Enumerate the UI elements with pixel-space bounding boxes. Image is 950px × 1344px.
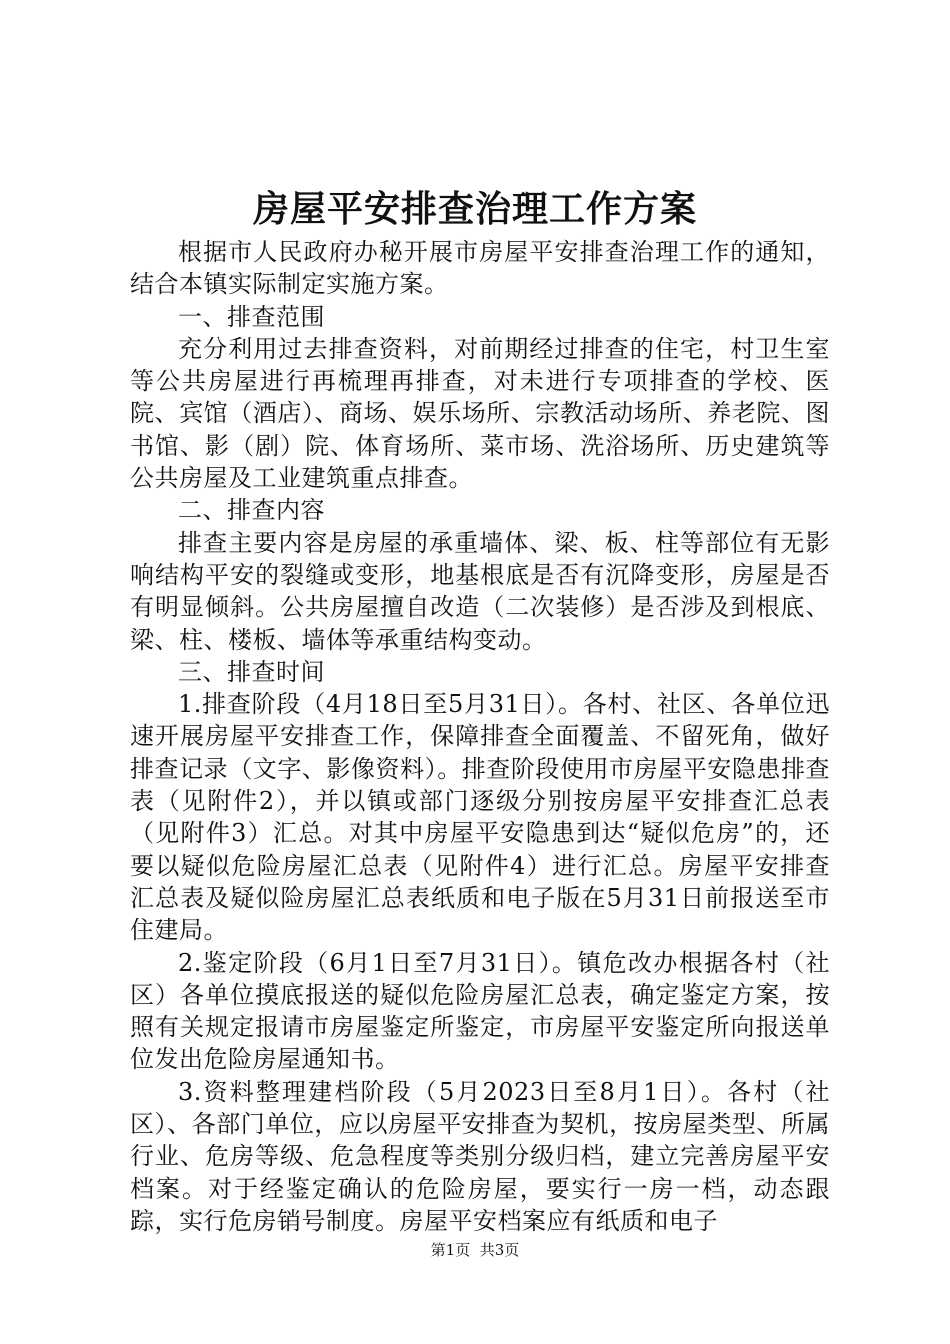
page-number: 第1页 <box>430 1241 471 1259</box>
document-title: 房屋平安排查治理工作方案 <box>252 188 697 230</box>
page-total: 共3页 <box>479 1241 520 1259</box>
time-paragraph-archiving: 3.资料整理建档阶段（5月2023日至8月1日）。各村（社区）、各部门单位，应以房屋平安排查为契机，按房屋类型、所属行业、危房等级、危急程度等类别分级归档，建立完善房屋平安档案。对于经鉴定确认的危险房屋，要实行一房一档，动态跟踪，实行危房销号制度。房屋平安档案应有纸质和电子 <box>130 1077 830 1235</box>
time-paragraph-appraisal: 2.鉴定阶段（6月1日至7月31日）。镇危改办根据各村（社区）各单位摸底报送的疑似危险房屋汇总表，确定鉴定方案，按照有关规定报请市房屋鉴定所鉴定，市房屋平安鉴定所向报送单位发出危险房屋通知书。 <box>130 948 830 1074</box>
page-footer <box>0 1240 950 1260</box>
scope-paragraph: 充分利用过去排查资料，对前期经过排查的住宅，村卫生室等公共房屋进行再梳理再排查，对未进行专项排查的学校、医院、宾馆（酒店）、商场、娱乐场所、宗教活动场所、养老院、图书馆、影（剧）院、体育场所、菜市场、洗浴场所、历史建筑等公共房屋及工业建筑重点排查。 <box>130 334 830 493</box>
intro-paragraph: 根据市人民政府办秘开展市房屋平安排查治理工作的通知，结合本镇实际制定实施方案。 <box>130 238 830 299</box>
section-heading-content: 二、排查内容 <box>178 496 325 525</box>
section-heading-scope: 一、排查范围 <box>178 302 325 331</box>
section-heading-time: 三、排查时间 <box>178 657 325 686</box>
content-paragraph: 排查主要内容是房屋的承重墙体、梁、板、柱等部位有无影响结构平安的裂缝或变形，地基根底是否有沉降变形，房屋是否有明显倾斜。公共房屋擅自改造（二次装修）是否涉及到根底、梁、柱、楼板、墙体等承重结构变动。 <box>130 528 830 654</box>
document-body <box>130 236 830 1237</box>
time-paragraph-investigation: 1.排查阶段（4月18日至5月31日）。各村、社区、各单位迅速开展房屋平安排查工作，保障排查全面覆盖、不留死角，做好排查记录（文字、影像资料）。排查阶段使用市房屋平安隐患排查表（见附件2），并以镇或部门逐级分别按房屋平安排查汇总表（见附件3）汇总。对其中房屋平安隐患到达“疑似危房”的，还要以疑似危险房屋汇总表（见附件4）进行汇总。房屋平安排查汇总表及疑似险房屋汇总表纸质和电子版在5月31日前报送至市住建局。 <box>130 690 830 945</box>
